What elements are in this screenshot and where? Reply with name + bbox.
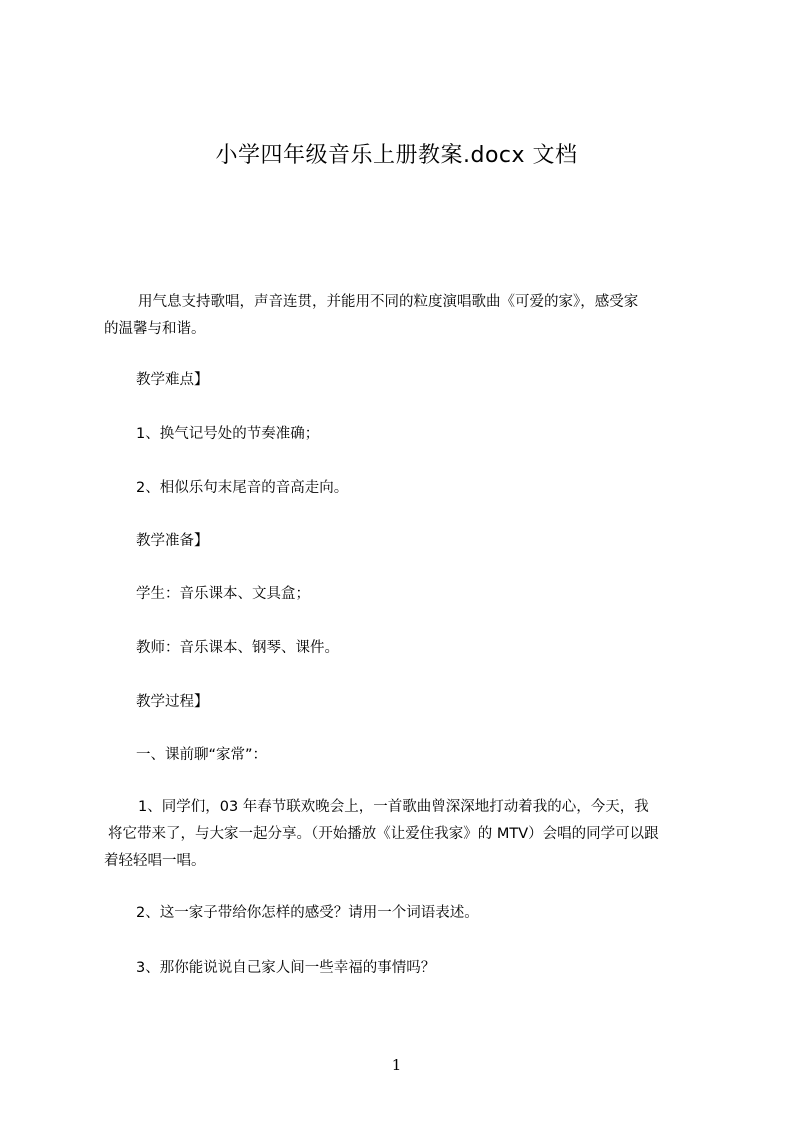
paragraph-line: 3、那你能说说自己家人间一些幸福的事情吗？ xyxy=(136,960,436,976)
process-step-2 xyxy=(104,900,704,927)
paragraph-line: 教学难点】 xyxy=(136,372,209,388)
heading-teaching-process xyxy=(104,689,704,716)
paragraph-line: 用气息支持歌唱，声音连贯，并能用不同的粒度演唱歌曲《可爱的家》，感受家 xyxy=(138,294,639,310)
preparation-students xyxy=(104,581,704,608)
paragraph-line: 教师：音乐课本、钢琴、课件。 xyxy=(136,640,339,656)
paragraph-line: 2、相似乐句末尾音的音高走向。 xyxy=(136,480,349,496)
paragraph-line: 的温馨与和谐。 xyxy=(104,321,206,337)
process-step-1 xyxy=(104,794,704,875)
paragraph-objective xyxy=(104,289,704,343)
list-item-difficulty-1 xyxy=(104,421,704,448)
paragraph-line: 学生：音乐课本、文具盒； xyxy=(136,586,310,602)
paragraph-line: 一、课前聊“家常”： xyxy=(136,747,268,763)
paragraph-line: 教学准备】 xyxy=(136,533,209,549)
heading-teaching-preparation xyxy=(104,528,704,555)
paragraph-line: 1、同学们，03 年春节联欢晚会上，一首歌曲曾深深地打动着我的心，今天，我 xyxy=(138,799,649,815)
list-item-difficulty-2 xyxy=(104,475,704,502)
heading-teaching-difficulties xyxy=(104,367,704,394)
section-heading-chat xyxy=(104,742,704,769)
preparation-teacher xyxy=(104,635,704,662)
paragraph-line: 1、换气记号处的节奏准确； xyxy=(136,426,320,442)
paragraph-line: 教学过程】 xyxy=(136,694,209,710)
page-number: 1 xyxy=(391,1056,402,1074)
paragraph-line: 着轻轻唱一唱。 xyxy=(104,853,206,869)
paragraph-line: 将它带来了，与大家一起分享。（开始播放《让爱住我家》的 MTV）会唱的同学可以跟 xyxy=(108,826,659,842)
paragraph-line: 2、这一家子带给你怎样的感受？请用一个词语表述。 xyxy=(136,905,479,921)
document-title: 小学四年级音乐上册教案.docx 文档 xyxy=(215,143,578,168)
process-step-3 xyxy=(104,955,704,982)
